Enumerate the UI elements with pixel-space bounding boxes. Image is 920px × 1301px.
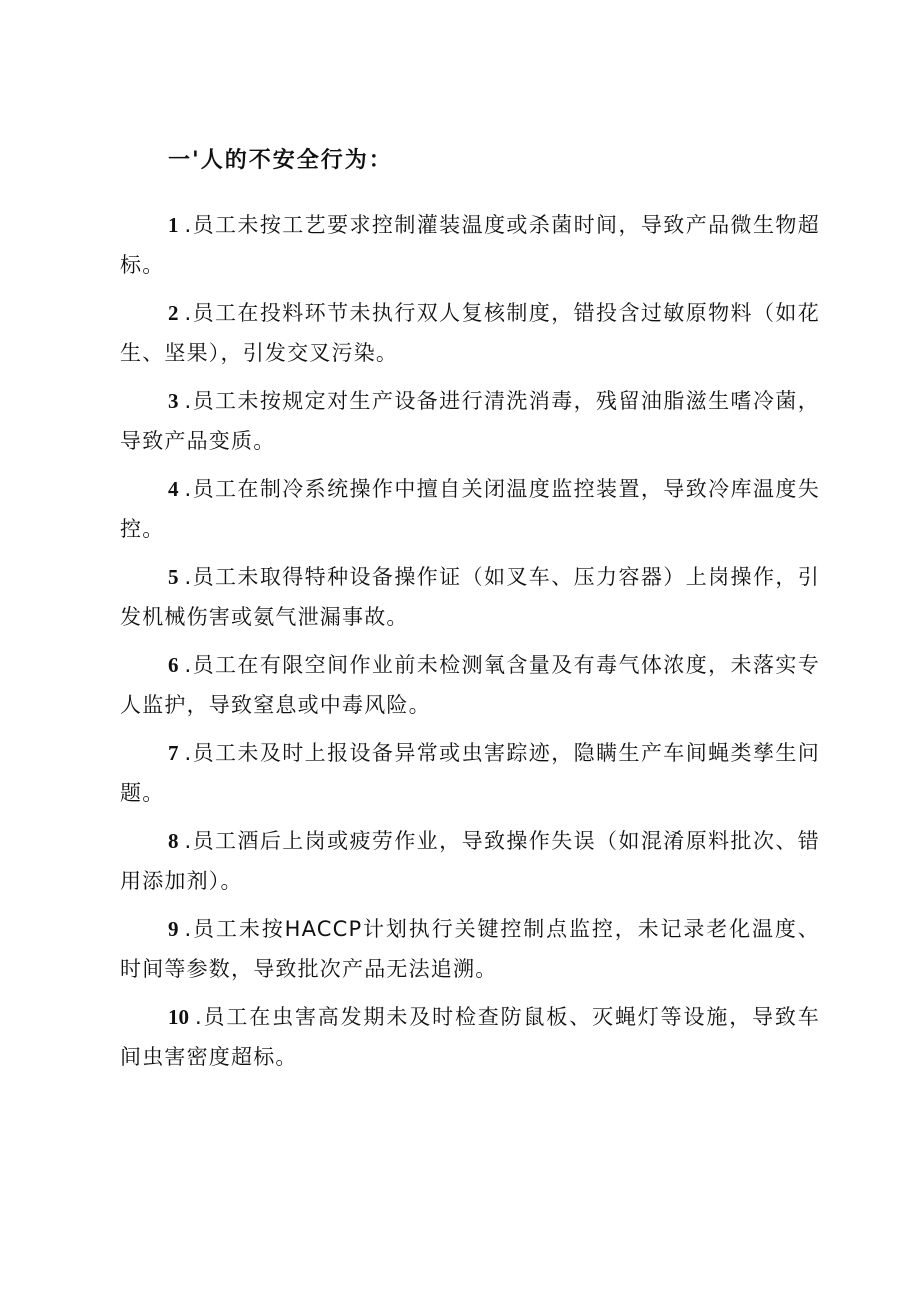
item-list — [120, 205, 820, 1085]
item-text: .员工未按HACCP计划执行关键控制点监控，未记录老化温度、时间等参数，导致批次产品无法追溯。 — [120, 917, 820, 981]
list-item — [120, 821, 820, 901]
item-text: .员工在投料环节未执行双人复核制度，错投含过敏原物料（如花生、坚果），引发交叉污染。 — [120, 301, 820, 365]
item-number: 5 — [168, 565, 179, 589]
list-item — [120, 645, 820, 725]
item-text: .员工未按工艺要求控制灌装温度或杀菌时间，导致产品微生物超标。 — [120, 213, 820, 277]
item-text: .员工未按规定对生产设备进行清洗消毒，残留油脂滋生嗜冷菌，导致产品变质。 — [120, 389, 820, 453]
item-number: 10 — [168, 1005, 189, 1029]
item-number: 1 — [168, 213, 179, 237]
item-text: .员工未取得特种设备操作证（如叉车、压力容器）上岗操作，引发机械伤害或氨气泄漏事故。 — [120, 565, 820, 629]
item-text: .员工酒后上岗或疲劳作业，导致操作失误（如混淆原料批次、错用添加剂）。 — [120, 829, 820, 893]
item-number: 9 — [168, 917, 179, 941]
list-item — [120, 205, 820, 285]
list-item — [120, 557, 820, 637]
item-text: .员工在有限空间作业前未检测氧含量及有毒气体浓度，未落实专人监护，导致窒息或中毒风险。 — [120, 653, 820, 717]
list-item — [120, 733, 820, 813]
item-text: .员工在虫害高发期未及时检查防鼠板、灭蝇灯等设施，导致车间虫害密度超标。 — [120, 1005, 820, 1069]
item-text: .员工未及时上报设备异常或虫害踪迹，隐瞒生产车间蝇类孳生问题。 — [120, 741, 820, 805]
list-item — [120, 909, 820, 989]
item-number: 3 — [168, 389, 179, 413]
item-number: 6 — [168, 653, 179, 677]
item-text: .员工在制冷系统操作中擅自关闭温度监控装置，导致冷库温度失控。 — [120, 477, 820, 541]
item-number: 8 — [168, 829, 179, 853]
item-number: 4 — [168, 477, 179, 501]
item-number: 7 — [168, 741, 179, 765]
list-item — [120, 293, 820, 373]
list-item — [120, 997, 820, 1077]
item-number: 2 — [168, 301, 179, 325]
section-heading: 一'人的不安全行为： — [168, 148, 393, 173]
list-item — [120, 469, 820, 549]
list-item — [120, 381, 820, 461]
